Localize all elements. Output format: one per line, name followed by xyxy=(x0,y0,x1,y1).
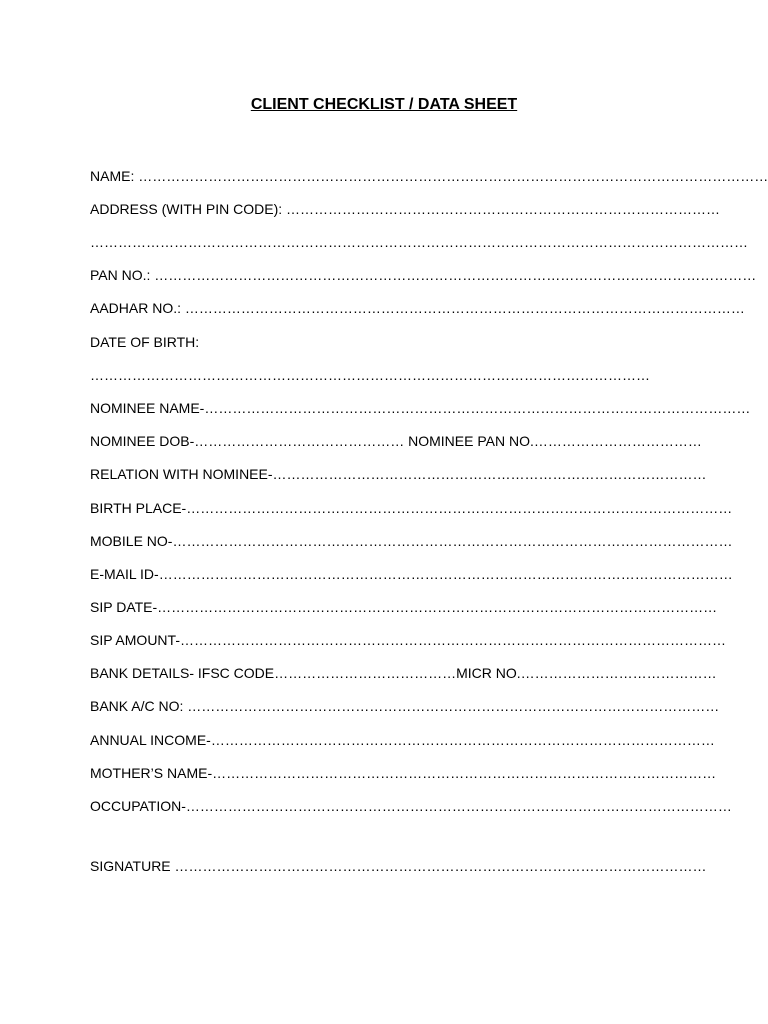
field-birth-place: BIRTH PLACE-……………………………………………………………………………………………………… xyxy=(90,500,733,516)
field-mother-name: MOTHER’S NAME-……………………………………………………………………………………………… xyxy=(90,765,717,781)
field-nominee-name: NOMINEE NAME-……………………………………………………………………………………………………… xyxy=(90,400,751,416)
field-occupation: OCCUPATION-……………………………………………………………………………………………………… xyxy=(90,798,732,814)
field-bank-details: BANK DETAILS- IFSC CODE…………………………………MICR NO.…………………………………… xyxy=(90,665,717,681)
field-mobile: MOBILE NO-………………………………………………………………………………………………………… xyxy=(90,533,733,549)
field-sip-date: SIP DATE-………………………………………………………………………………………………………… xyxy=(90,599,718,615)
field-relation-with-nominee: RELATION WITH NOMINEE-………………………………………………………………………………… xyxy=(90,466,707,482)
field-dob-value: ………………………………………………………………………………………………………… xyxy=(90,367,650,383)
field-bank-account: BANK A/C NO: …………………………………………………………………………………………………… xyxy=(90,698,720,714)
document-title: CLIENT CHECKLIST / DATA SHEET xyxy=(250,96,518,113)
field-name: NAME: ……………………………………………………………………………………………………………………… xyxy=(90,168,768,184)
field-sip-amount: SIP AMOUNT-……………………………………………………………………………………………………… xyxy=(90,632,726,648)
field-signature: SIGNATURE …………………………………………………………………………………………………… xyxy=(90,858,707,874)
field-nominee-dob-pan: NOMINEE DOB-……………………………………… NOMINEE PAN NO.……………………………… xyxy=(90,433,702,449)
field-aadhar: AADHAR NO.: ………………………………………………………………………………………………………… xyxy=(90,300,745,316)
field-annual-income: ANNUAL INCOME-……………………………………………………………………………………………… xyxy=(90,732,715,748)
field-address-continued: …………………………………………………………………………………………………………………………… xyxy=(90,234,748,250)
field-dob-label: DATE OF BIRTH: xyxy=(90,334,200,350)
field-pan: PAN NO.: ………………………………………………………………………………………………………………… xyxy=(90,267,757,283)
field-email: E-MAIL ID-…………………………………………………………………………………………………………… xyxy=(90,566,733,582)
field-address: ADDRESS (WITH PIN CODE): ………………………………………………………………………………… xyxy=(90,201,721,217)
